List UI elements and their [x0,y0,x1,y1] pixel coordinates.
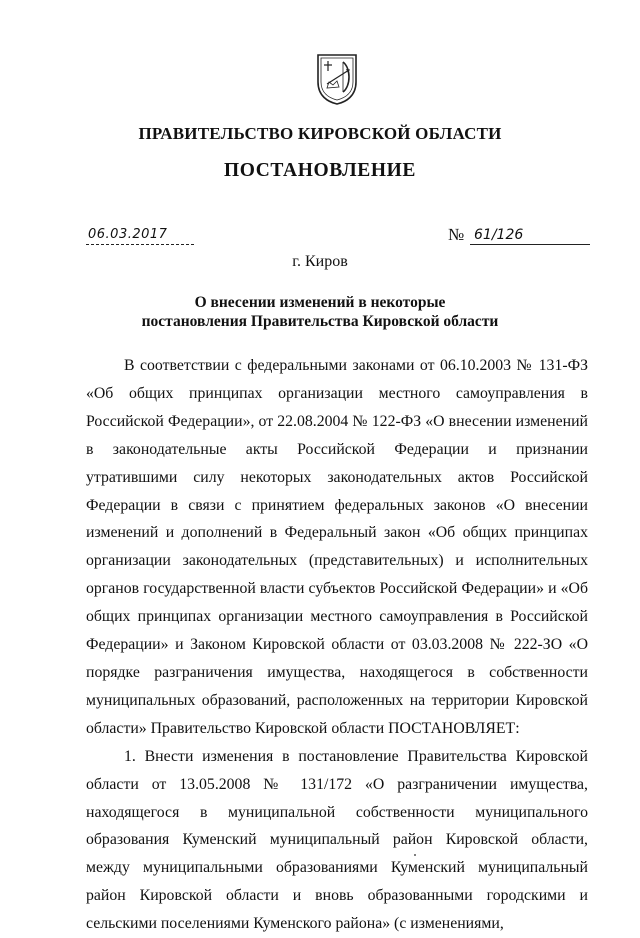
city-line: г. Киров [292,253,348,270]
document-body [86,352,588,938]
preamble-paragraph: В соответствии с федеральными законами от 06.10.2003 № 131-ФЗ «Об общих принципах организации местного самоуправления в Российской Федерации», от 22.08.2004 № 122-ФЗ «О внесении изменений в законодательные акты Российской Федерации и признании утратившими силу некоторых законодательных актов Российской Федерации в связи с принятием федеральных законов «О внесении изменений и дополнений в Федеральный закон «Об общих принципах организации законодательных (представительных) и исполнительных органов государственной власти субъектов Российской Федерации» и «Об общих принципах организации местного самоуправления в Российской Федерации» и Законом Кировской области от 03.03.2008 № 222-ЗО «О порядке разграничения имущества, находящегося в собственности муниципальных образований, расположенных на территории Кировской области» Правительство Кировской области ПОСТАНОВЛЯЕТ: [86,357,588,737]
scan-speck [414,854,416,856]
coat-of-arms-icon [315,52,359,106]
document-type-title: ПОСТАНОВЛЕНИЕ [223,160,417,181]
subject-line-1: О внесении изменений в некоторые [194,294,446,311]
document-number: 61/126 [470,226,590,245]
subject-line-2: постановления Правительства Кировской области [141,313,499,330]
organization-title: ПРАВИТЕЛЬСТВО КИРОВСКОЙ ОБЛАСТИ [138,124,502,143]
number-sign: № [448,225,465,244]
document-date: 06.03.2017 [86,226,194,245]
clause-1-paragraph: 1. Внести изменения в постановление Правительства Кировской области от 13.05.2008 № 131/172 «О разграничении имущества, находящегося в муниципальной собственности муниципального образования Куменский муниципальный район Кировской области, между муниципальными образованиями Куменский муниципальный район Кировской области и вновь образованными городскими и сельскими поселениями Куменского района» (с изменениями, [86,747,588,933]
document-subject [0,293,640,331]
